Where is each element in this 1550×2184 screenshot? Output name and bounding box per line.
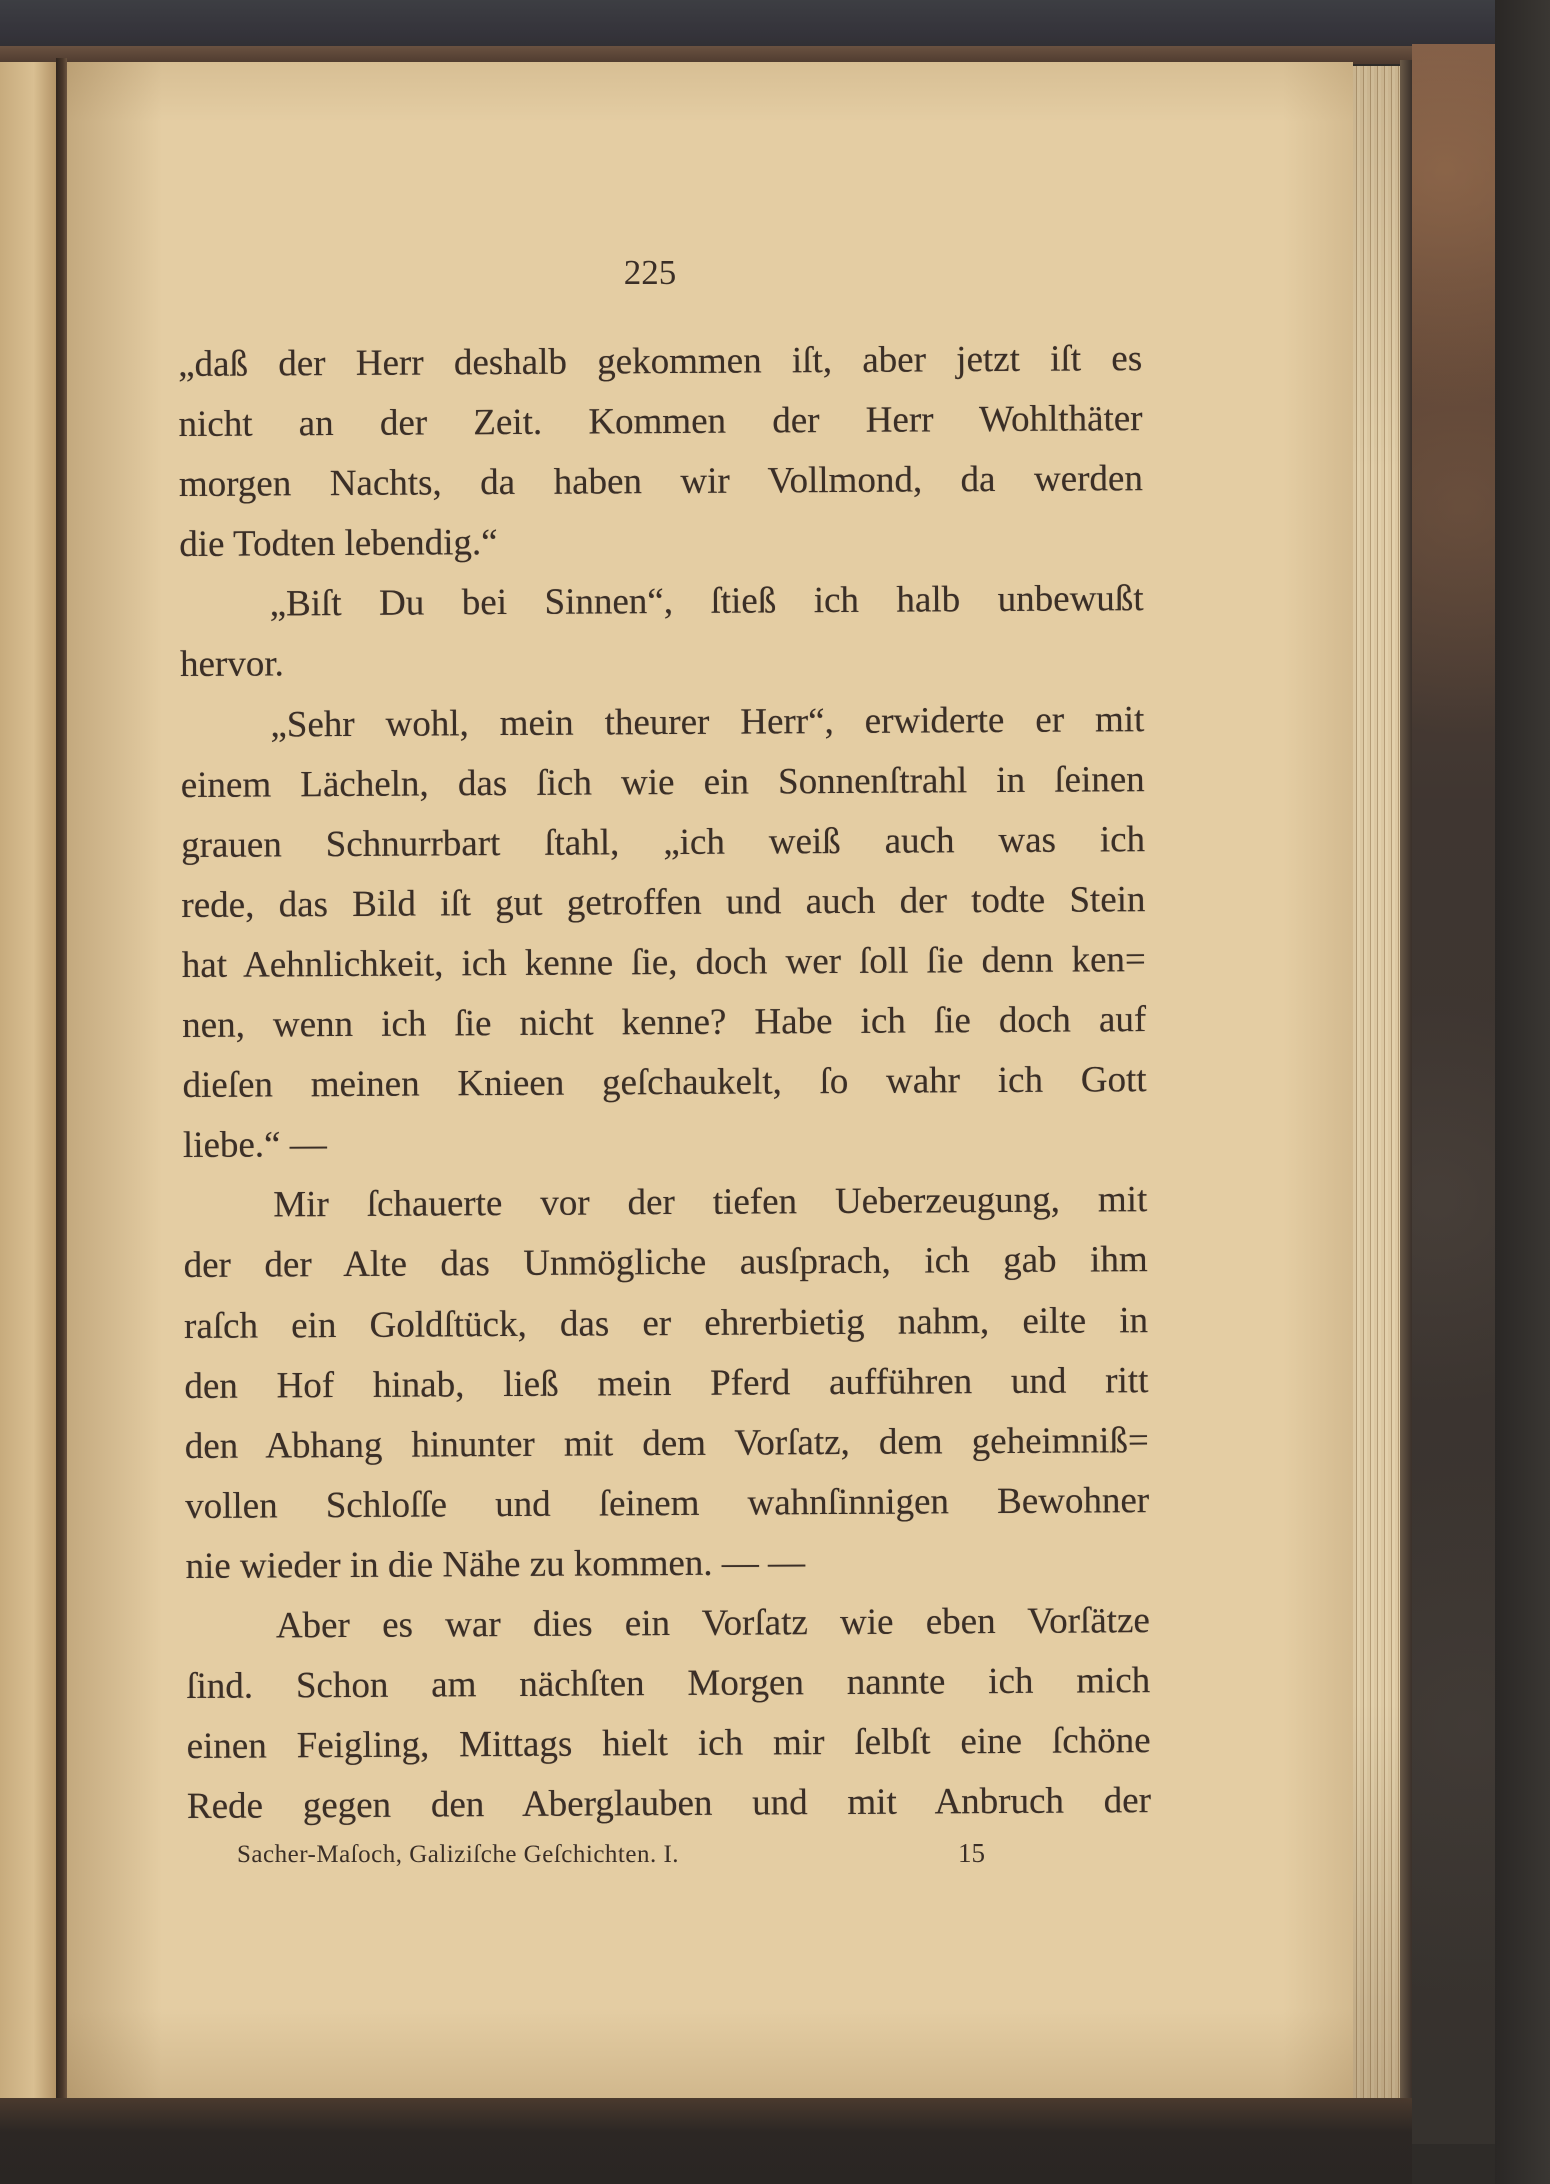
- page-edges: [1353, 66, 1400, 2110]
- text-line: Rede gegen den Aberglauben und mit Anbruch der: [186, 1780, 1152, 1828]
- text-line: ſind. Schon am nächſten Morgen nannte ich mich: [186, 1660, 1151, 1708]
- text-line: nen, wenn ich ſie nicht kenne? Habe ich ſie doch auf: [182, 999, 1147, 1047]
- text-line: rede, das Bild iſt gut getroffen und auch der todte Stein: [181, 878, 1146, 926]
- text-line: Aber es war dies ein Vorſatz wie eben Vorſätze: [275, 1600, 1150, 1647]
- text-line: die Todten lebendig.“: [179, 522, 498, 566]
- text-line: einen Feigling, Mittags hielt ich mir ſelbſt eine ſchöne: [186, 1720, 1151, 1768]
- text-line: hat Aehnlichkeit, ich kenne ſie, doch wer ſoll ſie denn ken=: [181, 939, 1146, 986]
- text-line: „daß der Herr deshalb gekommen iſt, aber jetzt iſt es: [178, 338, 1143, 385]
- scan-background-bottom: [0, 2098, 1412, 2184]
- text-line: der der Alte das Unmögliche ausſprach, ich gab ihm: [183, 1239, 1148, 1287]
- book-gutter: [56, 58, 67, 2108]
- text-line: raſch ein Goldſtück, das er ehrerbietig nahm, eilte in: [183, 1299, 1149, 1347]
- paragraph: [180, 690, 1147, 1177]
- text-line: einem Lächeln, das ſich wie ein Sonnenſtrahl in ſeinen: [180, 758, 1145, 806]
- text-line: Mir ſchauerte vor der tiefen Ueberzeugung, mit: [273, 1179, 1148, 1226]
- text-line: morgen Nachts, da haben wir Vollmond, da werden: [178, 458, 1144, 506]
- body-text: [178, 329, 1151, 1837]
- text-line: hervor.: [179, 643, 284, 686]
- text-line: den Abhang hinunter mit dem Vorſatz, dem geheimniß=: [184, 1419, 1149, 1467]
- text-line: nie wieder in die Nähe zu kommen. — —: [185, 1542, 806, 1587]
- paragraph: [186, 1591, 1151, 1837]
- paragraph: [178, 329, 1143, 575]
- scan-background-right: [1495, 0, 1550, 2184]
- text-line: dieſen meinen Knieen geſchaukelt, ſo wahr ich Gott: [182, 1059, 1147, 1107]
- facing-page-edge: [0, 62, 56, 2102]
- text-line: vollen Schloſſe und ſeinem wahnſinnigen Bewohner: [185, 1479, 1150, 1527]
- paragraph: [183, 1170, 1150, 1597]
- book-cover: [1412, 44, 1495, 2144]
- cover-inner-edge: [1400, 60, 1412, 2120]
- text-line: „Sehr wohl, mein theurer Herr“, erwiderte er mit: [270, 698, 1145, 746]
- text-line: nicht an der Zeit. Kommen der Herr Wohlthäter: [178, 398, 1143, 446]
- paragraph: [179, 569, 1144, 695]
- text-line: grauen Schnurrbart ſtahl, „ich weiß auch was ich: [180, 818, 1146, 866]
- footer-signature: Sacher-Maſoch, Galiziſche Geſchichten. I.: [237, 1841, 680, 1868]
- sheet-number: 15: [958, 1838, 985, 1868]
- text-line: den Hof hinab, ließ mein Pferd aufführen und ritt: [184, 1359, 1149, 1407]
- text-line: „Biſt Du bei Sinnen“, ſtieß ich halb unbewußt: [269, 578, 1144, 625]
- page-number: 225: [623, 253, 677, 292]
- text-line: liebe.“ —: [182, 1124, 327, 1167]
